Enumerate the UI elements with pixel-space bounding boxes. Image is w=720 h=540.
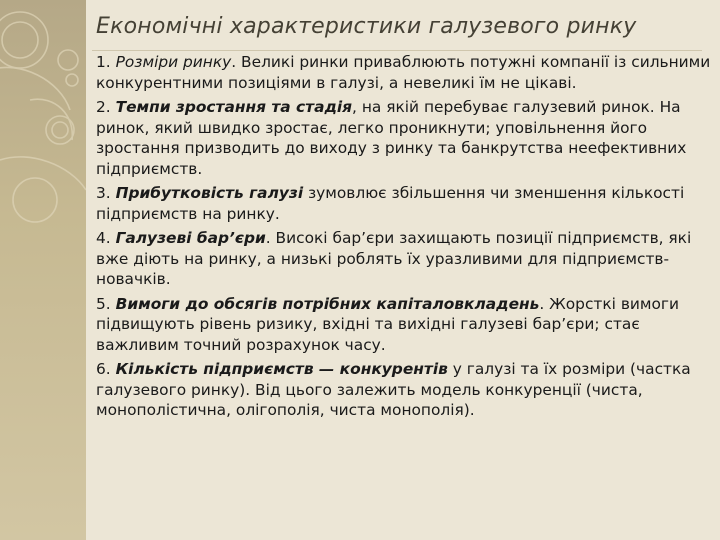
slide-title: Економічні характеристики галузевого ринку [96, 14, 637, 39]
item-number: 3. [96, 184, 111, 202]
content-list [96, 52, 714, 425]
item-number: 5. [96, 294, 111, 313]
item-text: . Високі бар’єри захищають позиції підприємств, які вже діють на ринку, а низькі роблять їх уразливими для підприємств-новачків. [96, 229, 692, 288]
item-term: Галузеві бар’єри [115, 229, 266, 247]
item-text: у галузі та їх розміри (частка галузевого ринку). Від цього залежить модель конкуренції (чиста, монополістична, олігополія, чиста монополія). [96, 360, 691, 419]
decorative-sidebar [0, 0, 86, 540]
list-item-6 [96, 359, 714, 421]
item-term: Кількість підприємств — конкурентів [115, 360, 448, 378]
list-item-5 [96, 294, 714, 356]
item-term: Вимоги до обсягів потрібних капіталовкладень [115, 294, 540, 313]
swirl-decoration-icon [0, 0, 86, 540]
list-item-4 [96, 228, 714, 290]
list-item-1 [96, 52, 714, 93]
item-text: . Великі ринки приваблюють потужні компанії із сильними конкурентними позиціями в галузі, а невеликі їм не цікаві. [96, 53, 711, 92]
item-term: Розміри ринку [115, 53, 232, 71]
item-term: Темпи зростання та стадія [115, 98, 353, 116]
list-item-3 [96, 183, 714, 224]
item-text: . Жорсткі вимоги підвищують рівень ризику, вхідні та вихідні галузеві бар’єри; стає важливим точний розрахунок часу. [96, 294, 680, 354]
item-term: Прибутковість галузі [115, 184, 304, 202]
title-divider [92, 50, 702, 51]
item-text: зумовлює збільшення чи зменшення кількості підприємств на ринку. [96, 184, 685, 223]
item-number: 4. [96, 229, 111, 247]
item-number: 1. [96, 53, 111, 71]
item-number: 2. [96, 98, 111, 116]
item-number: 6. [96, 360, 111, 378]
item-text: , на якій перебуває галузевий ринок. На ринок, який швидко зростає, легко проникнути; уповільнення його зростання призводить до виходу з ринку та банкрутства неефективних підприємств. [96, 98, 687, 178]
list-item-2 [96, 97, 714, 179]
